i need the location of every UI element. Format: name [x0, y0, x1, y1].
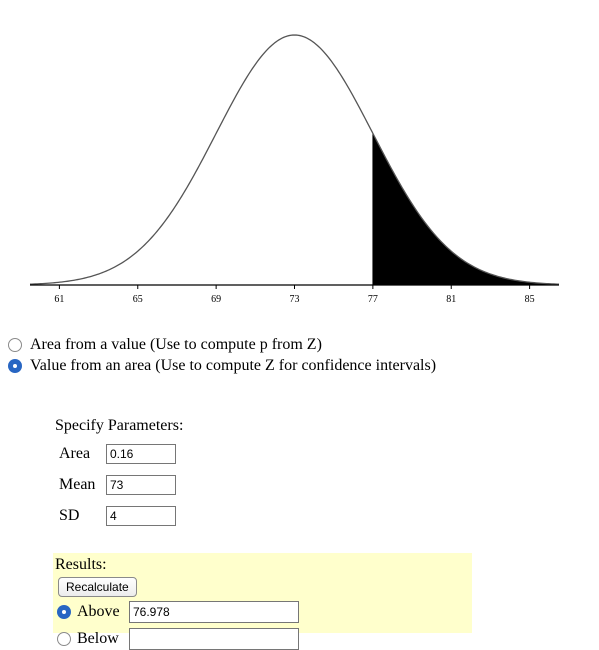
- results-title: Results:: [55, 556, 107, 573]
- sd-label: SD: [59, 507, 80, 524]
- x-tick-label: 77: [367, 294, 378, 305]
- x-axis-ticks: [54, 285, 534, 305]
- area-from-value-radio[interactable]: [8, 338, 22, 352]
- below-radio[interactable]: [57, 632, 71, 646]
- density-curve: [30, 35, 559, 284]
- x-tick-label: 61: [54, 294, 65, 305]
- x-tick-label: 69: [211, 294, 222, 305]
- below-value-input[interactable]: [129, 628, 299, 650]
- x-tick-label: 81: [446, 294, 457, 305]
- results-panel: [53, 553, 472, 647]
- params-title: Specify Parameters:: [55, 417, 184, 434]
- area-label: Area: [59, 445, 91, 462]
- sd-input[interactable]: [106, 506, 176, 526]
- area-param-row: [59, 443, 176, 465]
- value-from-area-radio[interactable]: [8, 359, 22, 373]
- recalculate-button[interactable]: Recalculate: [58, 577, 137, 597]
- above-result-row: [57, 601, 299, 623]
- x-tick-label: 85: [524, 294, 535, 305]
- area-input[interactable]: [106, 444, 176, 464]
- mean-input[interactable]: [106, 475, 176, 495]
- area-from-value-label: Area from a value (Use to compute p from Z): [30, 336, 322, 353]
- mean-param-row: [59, 474, 176, 496]
- above-radio[interactable]: [57, 605, 71, 619]
- x-tick-label: 73: [289, 294, 300, 305]
- x-tick-label: 65: [132, 294, 143, 305]
- mode-option-value-from-area[interactable]: [8, 356, 436, 376]
- mean-label: Mean: [59, 476, 96, 493]
- above-label: Above: [77, 603, 120, 620]
- below-result-row: [57, 628, 299, 650]
- below-label: Below: [77, 630, 119, 647]
- above-value-input[interactable]: [129, 601, 299, 623]
- mode-option-area-from-value[interactable]: [8, 335, 322, 355]
- sd-param-row: [59, 505, 176, 527]
- value-from-area-label: Value from an area (Use to compute Z for confidence intervals): [30, 357, 437, 374]
- normal-distribution-chart: [0, 0, 599, 310]
